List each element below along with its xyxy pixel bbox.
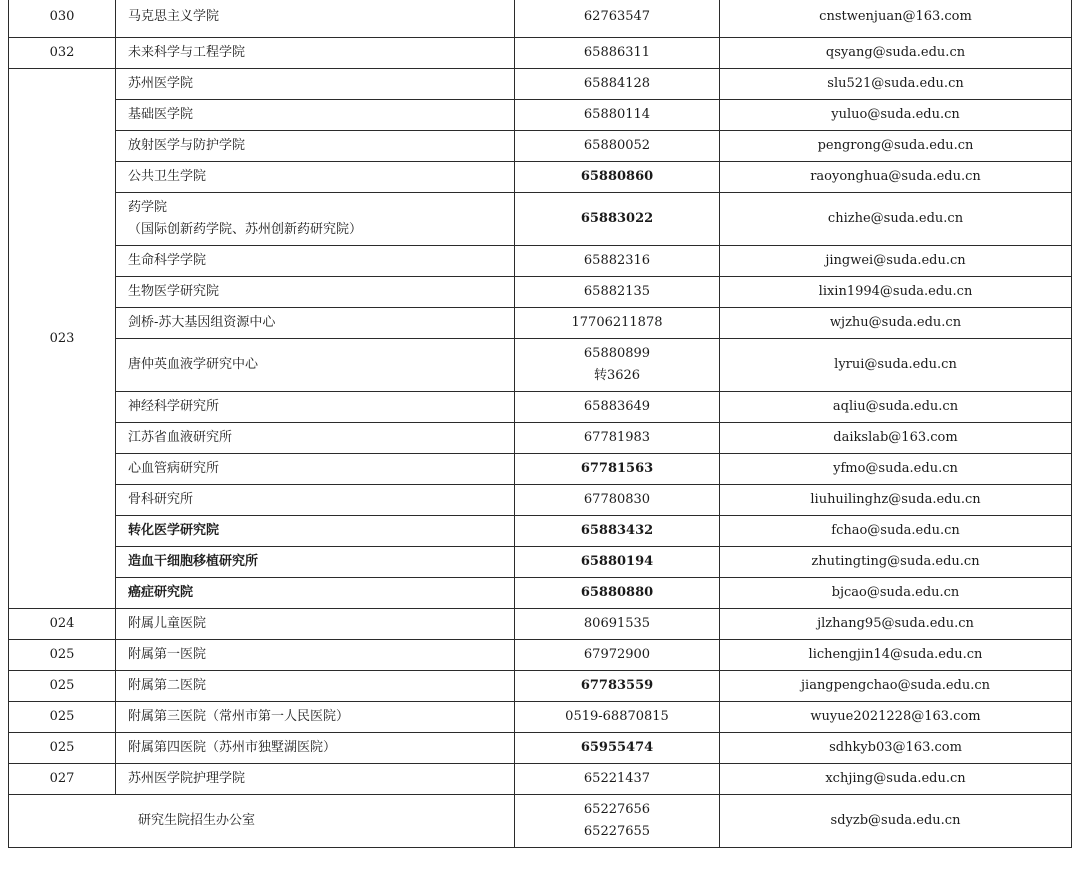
phone-number: 62763547 (515, 0, 720, 38)
dept-code: 024 (9, 609, 116, 640)
unit-name-line1: 药学院 (128, 200, 168, 215)
email-address: bjcao@suda.edu.cn (720, 578, 1072, 609)
unit-name: 苏州医学院护理学院 (116, 764, 515, 795)
unit-name: 马克思主义学院 (116, 0, 515, 38)
email-address: jingwei@suda.edu.cn (720, 246, 1072, 277)
phone-number (515, 339, 720, 392)
unit-name: 江苏省血液研究所 (116, 423, 515, 454)
email-address: jiangpengchao@suda.edu.cn (720, 671, 1072, 702)
table-row (9, 733, 1072, 764)
table-row (9, 454, 1072, 485)
phone-number: 65883649 (515, 392, 720, 423)
unit-name: 剑桥-苏大基因组资源中心 (116, 308, 515, 339)
table-row (9, 640, 1072, 671)
table-row (9, 702, 1072, 733)
phone-number: 65886311 (515, 38, 720, 69)
phone-number: 67783559 (515, 671, 720, 702)
email-address: lichengjin14@suda.edu.cn (720, 640, 1072, 671)
phone-number: 65884128 (515, 69, 720, 100)
unit-name: 神经科学研究所 (116, 392, 515, 423)
email-address: wuyue2021228@163.com (720, 702, 1072, 733)
email-address: jlzhang95@suda.edu.cn (720, 609, 1072, 640)
office-name: 研究生院招生办公室 (9, 795, 515, 848)
email-address: lyrui@suda.edu.cn (720, 339, 1072, 392)
contact-table (8, 0, 1072, 848)
phone-line2: 65227655 (583, 824, 651, 839)
table-row (9, 308, 1072, 339)
phone-number: 65880860 (515, 162, 720, 193)
unit-name-line2: （国际创新药学院、苏州创新药研究院） (128, 222, 363, 237)
unit-name: 生物医学研究院 (116, 277, 515, 308)
unit-name: 苏州医学院 (116, 69, 515, 100)
dept-code: 025 (9, 640, 116, 671)
table-row (9, 100, 1072, 131)
phone-number: 65880194 (515, 547, 720, 578)
dept-code: 027 (9, 764, 116, 795)
phone-number: 67781983 (515, 423, 720, 454)
phone-number: 65880880 (515, 578, 720, 609)
dept-code: 025 (9, 733, 116, 764)
email-address: zhutingting@suda.edu.cn (720, 547, 1072, 578)
phone-number: 65882316 (515, 246, 720, 277)
table-row (9, 339, 1072, 392)
unit-name: 公共卫生学院 (116, 162, 515, 193)
table-row (9, 193, 1072, 246)
phone-number: 0519-68870815 (515, 702, 720, 733)
phone-number: 65880114 (515, 100, 720, 131)
email-address: cnstwenjuan@163.com (720, 0, 1072, 38)
dept-code: 025 (9, 702, 116, 733)
unit-name: 唐仲英血液学研究中心 (116, 339, 515, 392)
table-row (9, 795, 1072, 848)
email-address: daikslab@163.com (720, 423, 1072, 454)
unit-name: 放射医学与防护学院 (116, 131, 515, 162)
phone-number: 65883022 (515, 193, 720, 246)
phone-line1: 65227656 (583, 802, 651, 817)
phone-number: 80691535 (515, 609, 720, 640)
dept-code: 025 (9, 671, 116, 702)
unit-name: 附属第四医院（苏州市独墅湖医院） (116, 733, 515, 764)
table-row (9, 162, 1072, 193)
table-row (9, 38, 1072, 69)
table-row (9, 578, 1072, 609)
email-address: sdhkyb03@163.com (720, 733, 1072, 764)
unit-name: 附属第一医院 (116, 640, 515, 671)
phone-number: 67780830 (515, 485, 720, 516)
phone-number: 65221437 (515, 764, 720, 795)
email-address: lixin1994@suda.edu.cn (720, 277, 1072, 308)
table-row (9, 671, 1072, 702)
unit-name: 癌症研究院 (116, 578, 515, 609)
table-row (9, 516, 1072, 547)
phone-number: 67781563 (515, 454, 720, 485)
email-address: sdyzb@suda.edu.cn (720, 795, 1072, 848)
unit-name: 造血干细胞移植研究所 (116, 547, 515, 578)
email-address: fchao@suda.edu.cn (720, 516, 1072, 547)
email-address: chizhe@suda.edu.cn (720, 193, 1072, 246)
email-address: xchjing@suda.edu.cn (720, 764, 1072, 795)
phone-number: 65880052 (515, 131, 720, 162)
phone-number: 17706211878 (515, 308, 720, 339)
unit-name: 附属第三医院（常州市第一人民医院） (116, 702, 515, 733)
unit-name: 附属第二医院 (116, 671, 515, 702)
email-address: slu521@suda.edu.cn (720, 69, 1072, 100)
phone-number: 65883432 (515, 516, 720, 547)
email-address: yfmo@suda.edu.cn (720, 454, 1072, 485)
table-row (9, 392, 1072, 423)
table-row (9, 246, 1072, 277)
unit-name: 骨科研究所 (116, 485, 515, 516)
dept-code: 030 (9, 0, 116, 38)
email-address: pengrong@suda.edu.cn (720, 131, 1072, 162)
unit-name: 心血管病研究所 (116, 454, 515, 485)
table-row (9, 547, 1072, 578)
table-row (9, 609, 1072, 640)
table-row (9, 0, 1072, 38)
table-row (9, 131, 1072, 162)
dept-code-group: 023 (9, 69, 116, 609)
unit-name: 未来科学与工程学院 (116, 38, 515, 69)
phone-line1: 65880899 (583, 346, 651, 361)
email-address: raoyonghua@suda.edu.cn (720, 162, 1072, 193)
phone-number (515, 795, 720, 848)
dept-code: 032 (9, 38, 116, 69)
phone-number: 65955474 (515, 733, 720, 764)
phone-number: 65882135 (515, 277, 720, 308)
email-address: liuhuilinghz@suda.edu.cn (720, 485, 1072, 516)
email-address: wjzhu@suda.edu.cn (720, 308, 1072, 339)
unit-name: 附属儿童医院 (116, 609, 515, 640)
table-row (9, 485, 1072, 516)
phone-number: 67972900 (515, 640, 720, 671)
unit-name: 基础医学院 (116, 100, 515, 131)
email-address: yuluo@suda.edu.cn (720, 100, 1072, 131)
phone-line2: 转3626 (593, 368, 641, 383)
email-address: aqliu@suda.edu.cn (720, 392, 1072, 423)
unit-name: 转化医学研究院 (116, 516, 515, 547)
email-address: qsyang@suda.edu.cn (720, 38, 1072, 69)
table-row (9, 69, 1072, 100)
table-row (9, 423, 1072, 454)
unit-name: 生命科学学院 (116, 246, 515, 277)
table-row (9, 277, 1072, 308)
table-row (9, 764, 1072, 795)
unit-name (116, 193, 515, 246)
